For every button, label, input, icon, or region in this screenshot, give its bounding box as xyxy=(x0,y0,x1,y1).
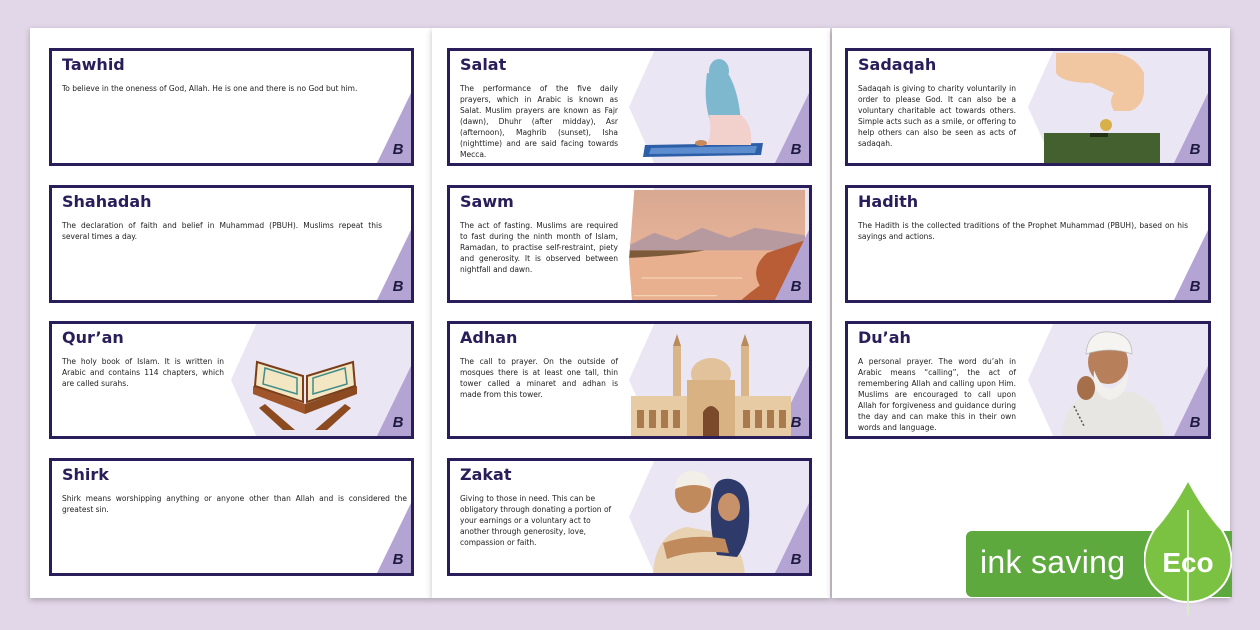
card-sadaqah xyxy=(845,48,1211,166)
card-title: Sawm xyxy=(460,192,514,211)
card-title: Salat xyxy=(460,55,507,74)
card-title: Du’ah xyxy=(858,328,911,347)
man-in-prayer-image xyxy=(1032,326,1172,438)
brand-logo-icon: B xyxy=(790,414,802,431)
sunset-landscape-image xyxy=(629,190,805,303)
brand-logo-icon: B xyxy=(790,278,802,295)
card-title: Adhan xyxy=(460,328,518,347)
brand-logo-icon: B xyxy=(790,141,802,158)
card-text: Giving to those in need. This can be obligatory through donating a portion of your earnings or a voluntary act to another through generosity, love, compassion or faith. xyxy=(460,494,612,547)
charity-box-image xyxy=(1032,53,1172,165)
eco-leaf-icon xyxy=(1144,480,1232,615)
brand-logo-icon: B xyxy=(1189,141,1201,158)
brand-logo-icon: B xyxy=(1189,414,1201,431)
card-hadith xyxy=(845,185,1211,303)
card-text: The act of fasting. Muslims are required to fast during the ninth month of Islam, Ramadan, to practise self-restraint, piety and generosity. It is observed between nightfall and dawn. xyxy=(460,221,618,274)
card-title: Shirk xyxy=(62,465,109,484)
mosque-image xyxy=(631,326,791,438)
card-text: The holy book of Islam. It is written in Arabic and contains 114 chapters, which are called surahs. xyxy=(62,357,224,388)
brand-logo-icon: B xyxy=(392,141,404,158)
card-title: Qur’an xyxy=(62,328,124,347)
card-text: Sadaqah is giving to charity voluntarily in order to please God. It can also be a voluntary charitable act towards others. Simple acts such as a smile, or offering to help others can also be seen as acts of sadaqah. xyxy=(858,84,1016,148)
brand-logo-icon: B xyxy=(392,551,404,568)
card-tawhid xyxy=(49,48,414,166)
person-praying-image xyxy=(633,53,773,165)
eco-leaf-label: Eco xyxy=(1162,547,1214,578)
card-zakat xyxy=(447,458,812,576)
card-adhan xyxy=(447,321,812,439)
card-text: To believe in the oneness of God, Allah. He is one and there is no God but him. xyxy=(62,84,358,93)
card-text: The Hadith is the collected traditions of the Prophet Muhammad (PBUH), based on his sayings and actions. xyxy=(858,221,1188,241)
worksheet-page-2 xyxy=(432,28,830,598)
brand-logo-icon: B xyxy=(790,551,802,568)
card-title: Tawhid xyxy=(62,55,125,74)
brand-logo-icon: B xyxy=(392,414,404,431)
brand-logo-icon: B xyxy=(1189,278,1201,295)
card-duah xyxy=(845,321,1211,439)
card-text: The performance of the five daily prayers, which in Arabic is known as Salat. Muslim prayers are known as Fajr (dawn), Dhuhr (after midday), Asr (afternoon), Maghrib (sunset), Isha (nighttime) and are said facing towards Mecca. xyxy=(460,84,618,159)
people-embracing-image xyxy=(633,463,773,575)
card-shahadah xyxy=(49,185,414,303)
brand-logo-icon: B xyxy=(392,278,404,295)
card-title: Sadaqah xyxy=(858,55,937,74)
card-title: Zakat xyxy=(460,465,512,484)
card-title: Hadith xyxy=(858,192,919,211)
quran-on-stand-image xyxy=(235,326,375,438)
ink-saving-label: ink saving xyxy=(980,544,1126,580)
worksheet-page-1 xyxy=(30,28,432,598)
card-quran xyxy=(49,321,414,439)
card-salat xyxy=(447,48,812,166)
card-shirk xyxy=(49,458,414,576)
card-sawm xyxy=(447,185,812,303)
card-text: The call to prayer. On the outside of mosques there is at least one tall, thin tower called a minaret and adhan is made from this tower. xyxy=(460,357,618,399)
card-text: A personal prayer. The word du’ah in Arabic means “calling”, the act of remembering Allah and calling upon Him. Muslims are encouraged to call upon Allah for forgiveness and guidance during the day and can make this in their own words and language. xyxy=(858,357,1016,432)
card-text: The declaration of faith and belief in Muhammad (PBUH). Muslims repeat this several times a day. xyxy=(62,221,382,241)
card-title: Shahadah xyxy=(62,192,152,211)
card-text: Shirk means worshipping anything or anyone other than Allah and is considered the greatest sin. xyxy=(62,494,407,514)
